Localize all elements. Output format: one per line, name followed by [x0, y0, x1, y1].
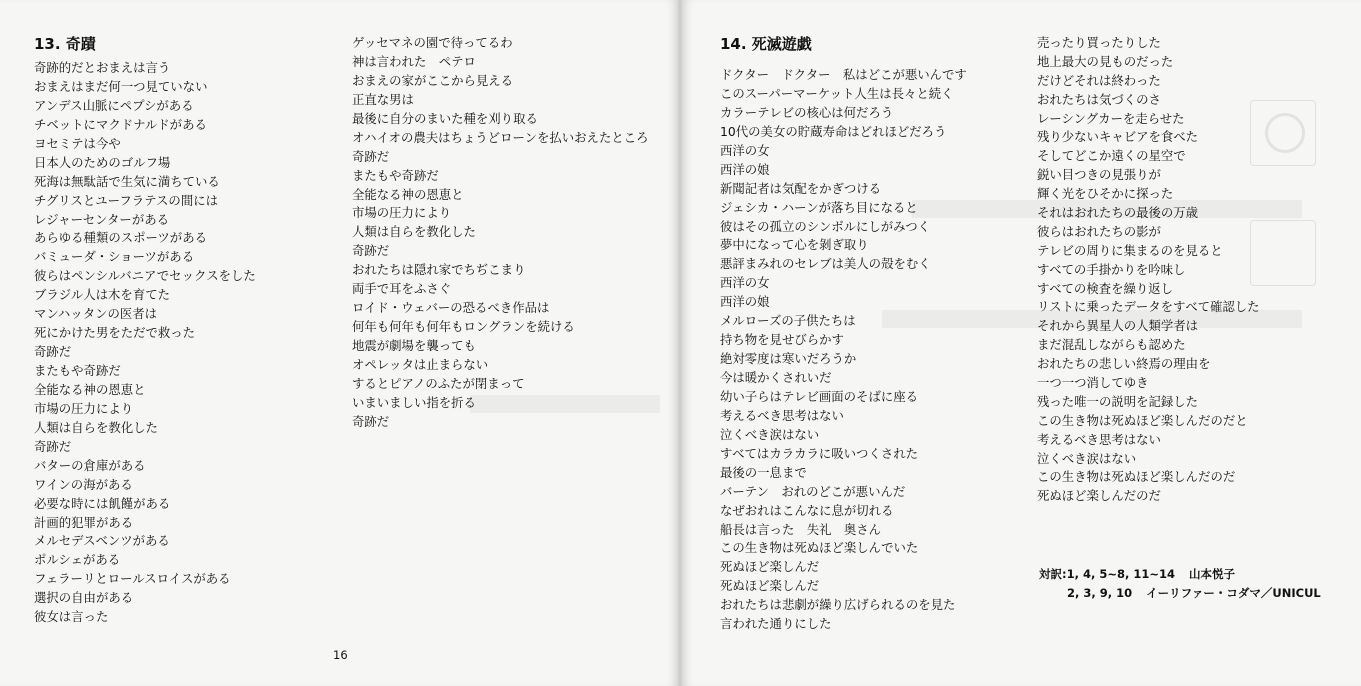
lyric-line: 彼はその孤立のシンボルにしがみつく — [720, 218, 931, 234]
song-14-title: 14. 死滅遊戯 — [720, 35, 812, 53]
lyric-line: 彼らはペンシルバニアでセックスをした — [34, 268, 256, 284]
lyric-line: 悪評まみれのセレブは美人の殻をむく — [720, 256, 931, 272]
lyric-line: ワインの海がある — [34, 476, 133, 492]
lyric-line: チグリスとユーフラテスの間には — [34, 192, 218, 208]
lyric-line: オハイオの農夫はちょうどローンを払いおえたところ — [352, 129, 649, 145]
lyric-line: テレビの周りに集まるのを見ると — [1037, 242, 1223, 258]
lyric-line: 彼らはおれたちの影が — [1037, 223, 1161, 239]
lyric-line: それから異星人の人類学者は — [1037, 318, 1199, 334]
lyric-line: なぜおれはこんなに息が切れる — [720, 502, 894, 518]
lyric-line: 死にかけた男をただで救った — [34, 325, 196, 341]
lyric-line: だけどそれは終わった — [1037, 72, 1161, 88]
lyric-line: するとピアノのふたが閉まって — [352, 375, 525, 391]
lyric-line: 10代の美女の貯蔵寿命はどれほどだろう — [720, 123, 947, 139]
lyric-line: 奇跡だ — [352, 413, 390, 429]
lyric-line: ジェシカ・ハーンが落ち目になると — [720, 199, 918, 215]
lyric-line: チベットにマクドナルドがある — [34, 116, 207, 132]
lyric-line: 選択の自由がある — [34, 590, 134, 606]
song-14-column-2 — [1037, 34, 1260, 506]
lyric-line: ドクター ドクター 私はどこが悪いんです — [720, 67, 967, 82]
lyric-line: この生き物は死ぬほど楽しんだのだと — [1037, 412, 1248, 428]
credit-tracks-1: 対訳:1, 4, 5~8, 11~14 — [1039, 567, 1176, 581]
lyric-line: 鋭い目つきの見張りが — [1037, 167, 1161, 183]
lyric-line: いまいましい指を折る — [352, 394, 476, 410]
lyric-line: 両手で耳をふさぐ — [352, 281, 452, 297]
lyric-line: 奇跡的だとおまえは言う — [34, 60, 171, 75]
lyric-line: 最後に自分のまいた種を刈り取る — [352, 110, 538, 126]
lyric-line: 泣くべき涙はない — [720, 426, 820, 442]
lyric-line: バターの倉庫がある — [34, 457, 146, 473]
lyric-line: リストに乗ったデータをすべて確認した — [1037, 299, 1260, 315]
bleed-through-logo — [1250, 220, 1316, 286]
lyric-line: 奇跡だ — [352, 148, 390, 164]
lyric-line: そしてどこか遠くの星空で — [1037, 148, 1186, 164]
lyric-line: 全能なる神の恩恵と — [352, 186, 464, 202]
translation-credits — [1039, 565, 1321, 603]
lyric-line: この生き物は死ぬほど楽しんでいた — [720, 540, 919, 556]
lyric-line: 西洋の娘 — [720, 294, 770, 310]
left-page — [0, 0, 678, 686]
lyric-line: すべての検査を繰り返し — [1037, 280, 1174, 296]
lyric-line: おれたちは悲劇が繰り広げられるのを見た — [720, 597, 956, 613]
lyric-line: 一つ一つ消してゆき — [1037, 375, 1149, 391]
lyric-line: 西洋の娘 — [720, 161, 770, 177]
lyric-line: 人類は自らを教化した — [34, 419, 158, 435]
song-13-column-2 — [352, 34, 649, 432]
lyric-line: フェラーリとロールスロイスがある — [34, 571, 231, 587]
song-13-column-1 — [34, 34, 256, 627]
lyric-line: ヨセミテは今や — [34, 135, 121, 151]
credit-row-2 — [1039, 584, 1321, 603]
lyric-line: 考えるべき思考はない — [720, 407, 844, 423]
lyric-line: 死ぬほど楽しんだ — [720, 578, 820, 594]
lyric-line: レーシングカーを走らせた — [1037, 110, 1185, 126]
lyric-line: 人類は自らを教化した — [352, 224, 476, 240]
lyric-line: 西洋の女 — [720, 142, 770, 158]
song-14-column-1 — [720, 34, 967, 634]
lyric-line: ブラジル人は木を育てた — [34, 287, 170, 303]
lyric-line: 死ぬほど楽しんだのだ — [1037, 488, 1161, 504]
lyric-line: ゲッセマネの園で待ってるわ — [352, 35, 513, 50]
lyric-line: 神は言われた ペテロ — [352, 53, 476, 69]
credit-tracks-2: 2, 3, 9, 10 — [1067, 586, 1133, 600]
lyric-line: 売ったり買ったりした — [1037, 35, 1161, 50]
lyric-line: この生き物は死ぬほど楽しんだのだ — [1037, 469, 1236, 485]
lyric-line: おれたちの悲しい終焉の理由を — [1037, 356, 1211, 372]
lyric-line: バミューダ・ショーツがある — [34, 249, 195, 265]
lyric-line: おまえはまだ何一つ見ていない — [34, 78, 208, 94]
lyric-line: 幼い子らはテレビ画面のそばに座る — [720, 388, 919, 404]
lyric-line: 新聞記者は気配をかぎつける — [720, 180, 882, 196]
credit-row-1 — [1039, 565, 1321, 584]
lyric-line: 日本人のためのゴルフ場 — [34, 154, 171, 170]
lyric-line: バーテン おれのどこが悪いんだ — [720, 483, 906, 499]
lyric-line: マンハッタンの医者は — [34, 306, 158, 322]
lyric-line: すべてはカラカラに吸いつくされた — [720, 445, 919, 461]
credit-translator-1: 山本悦子 — [1189, 567, 1236, 581]
lyric-line: 死海は無駄話で生気に満ちている — [34, 173, 220, 189]
bleed-through-logo — [1250, 100, 1316, 166]
lyric-line: 残った唯一の説明を記録した — [1037, 393, 1199, 409]
lyric-line: 全能なる神の恩恵と — [34, 381, 146, 397]
lyric-line: おまえの家がここから見える — [352, 72, 514, 88]
lyric-line: 今は暖かくされいだ — [720, 370, 832, 385]
lyric-line: このスーパーマーケット人生は長々と続く — [720, 85, 954, 101]
lyric-line: オペレッタは止まらない — [352, 356, 489, 372]
lyric-line: 正直な男は — [352, 91, 414, 107]
lyric-line: 西洋の女 — [720, 275, 770, 291]
lyric-line: おれたちは気づくのさ — [1037, 91, 1161, 107]
lyric-line: メルローズの子供たちは — [720, 313, 856, 329]
lyric-line: 何年も何年も何年もロングランを続ける — [352, 319, 575, 335]
lyric-line: 船長は言った 失礼 奥さん — [720, 521, 882, 537]
page-number: 16 — [333, 648, 348, 662]
lyric-line: 奇跡だ — [34, 344, 72, 360]
lyric-line: 考えるべき思考はない — [1037, 431, 1161, 447]
lyric-line: 彼女は言った — [34, 609, 109, 625]
lyric-line: 持ち物を見せびらかす — [720, 332, 844, 348]
right-page — [682, 0, 1361, 686]
lyric-line: 地震が劇場を襲っても — [352, 338, 476, 353]
lyric-line: 市場の圧力により — [352, 205, 452, 221]
lyric-line: アンデス山脈にペプシがある — [34, 97, 194, 113]
lyric-line: 残り少ないキャビアを食べた — [1037, 129, 1199, 145]
lyric-line: 奇跡だ — [352, 243, 390, 259]
lyric-line: またもや奇跡だ — [34, 363, 121, 378]
lyric-line: 言われた通りにした — [720, 616, 832, 632]
song-13-title: 13. 奇蹟 — [34, 35, 96, 53]
lyric-line: カラーテレビの核心は何だろう — [720, 104, 894, 120]
lyric-line: 死ぬほど楽しんだ — [720, 559, 820, 575]
lyric-line: 必要な時には飢饉がある — [34, 495, 171, 511]
lyric-line: 地上最大の見ものだった — [1037, 53, 1174, 69]
lyric-line: またもや奇跡だ — [352, 167, 439, 183]
credit-translator-2: イーリファー・コダマ／UNICUL — [1146, 586, 1321, 600]
lyric-line: まだ混乱しながらも認めた — [1037, 337, 1186, 353]
lyric-line: ポルシェがある — [34, 552, 121, 568]
lyric-line: レジャーセンターがある — [34, 211, 169, 227]
lyric-line: 市場の圧力により — [34, 400, 134, 416]
lyric-line: あらゆる種類のスポーツがある — [34, 230, 207, 246]
lyric-line: メルセデスベンツがある — [34, 533, 170, 549]
lyric-line: ロイド・ウェバーの恐るべき作品は — [352, 300, 550, 316]
lyric-line: すべての手掛かりを吟味し — [1037, 261, 1186, 277]
lyric-line: 最後の一息まで — [720, 464, 807, 480]
lyric-line: 計画的犯罪がある — [34, 514, 134, 530]
lyric-line: おれたちは隠れ家でちぢこまり — [352, 262, 526, 278]
lyric-line: 夢中になって心を剝ぎ取り — [720, 237, 869, 253]
lyric-line: 奇跡だ — [34, 438, 72, 454]
lyric-line: それはおれたちの最後の万歳 — [1037, 205, 1199, 221]
lyric-line: 絶対零度は寒いだろうか — [720, 351, 857, 367]
lyric-line: 輝く光をひそかに探った — [1037, 186, 1174, 202]
lyric-line: 泣くべき涙はない — [1037, 450, 1137, 466]
